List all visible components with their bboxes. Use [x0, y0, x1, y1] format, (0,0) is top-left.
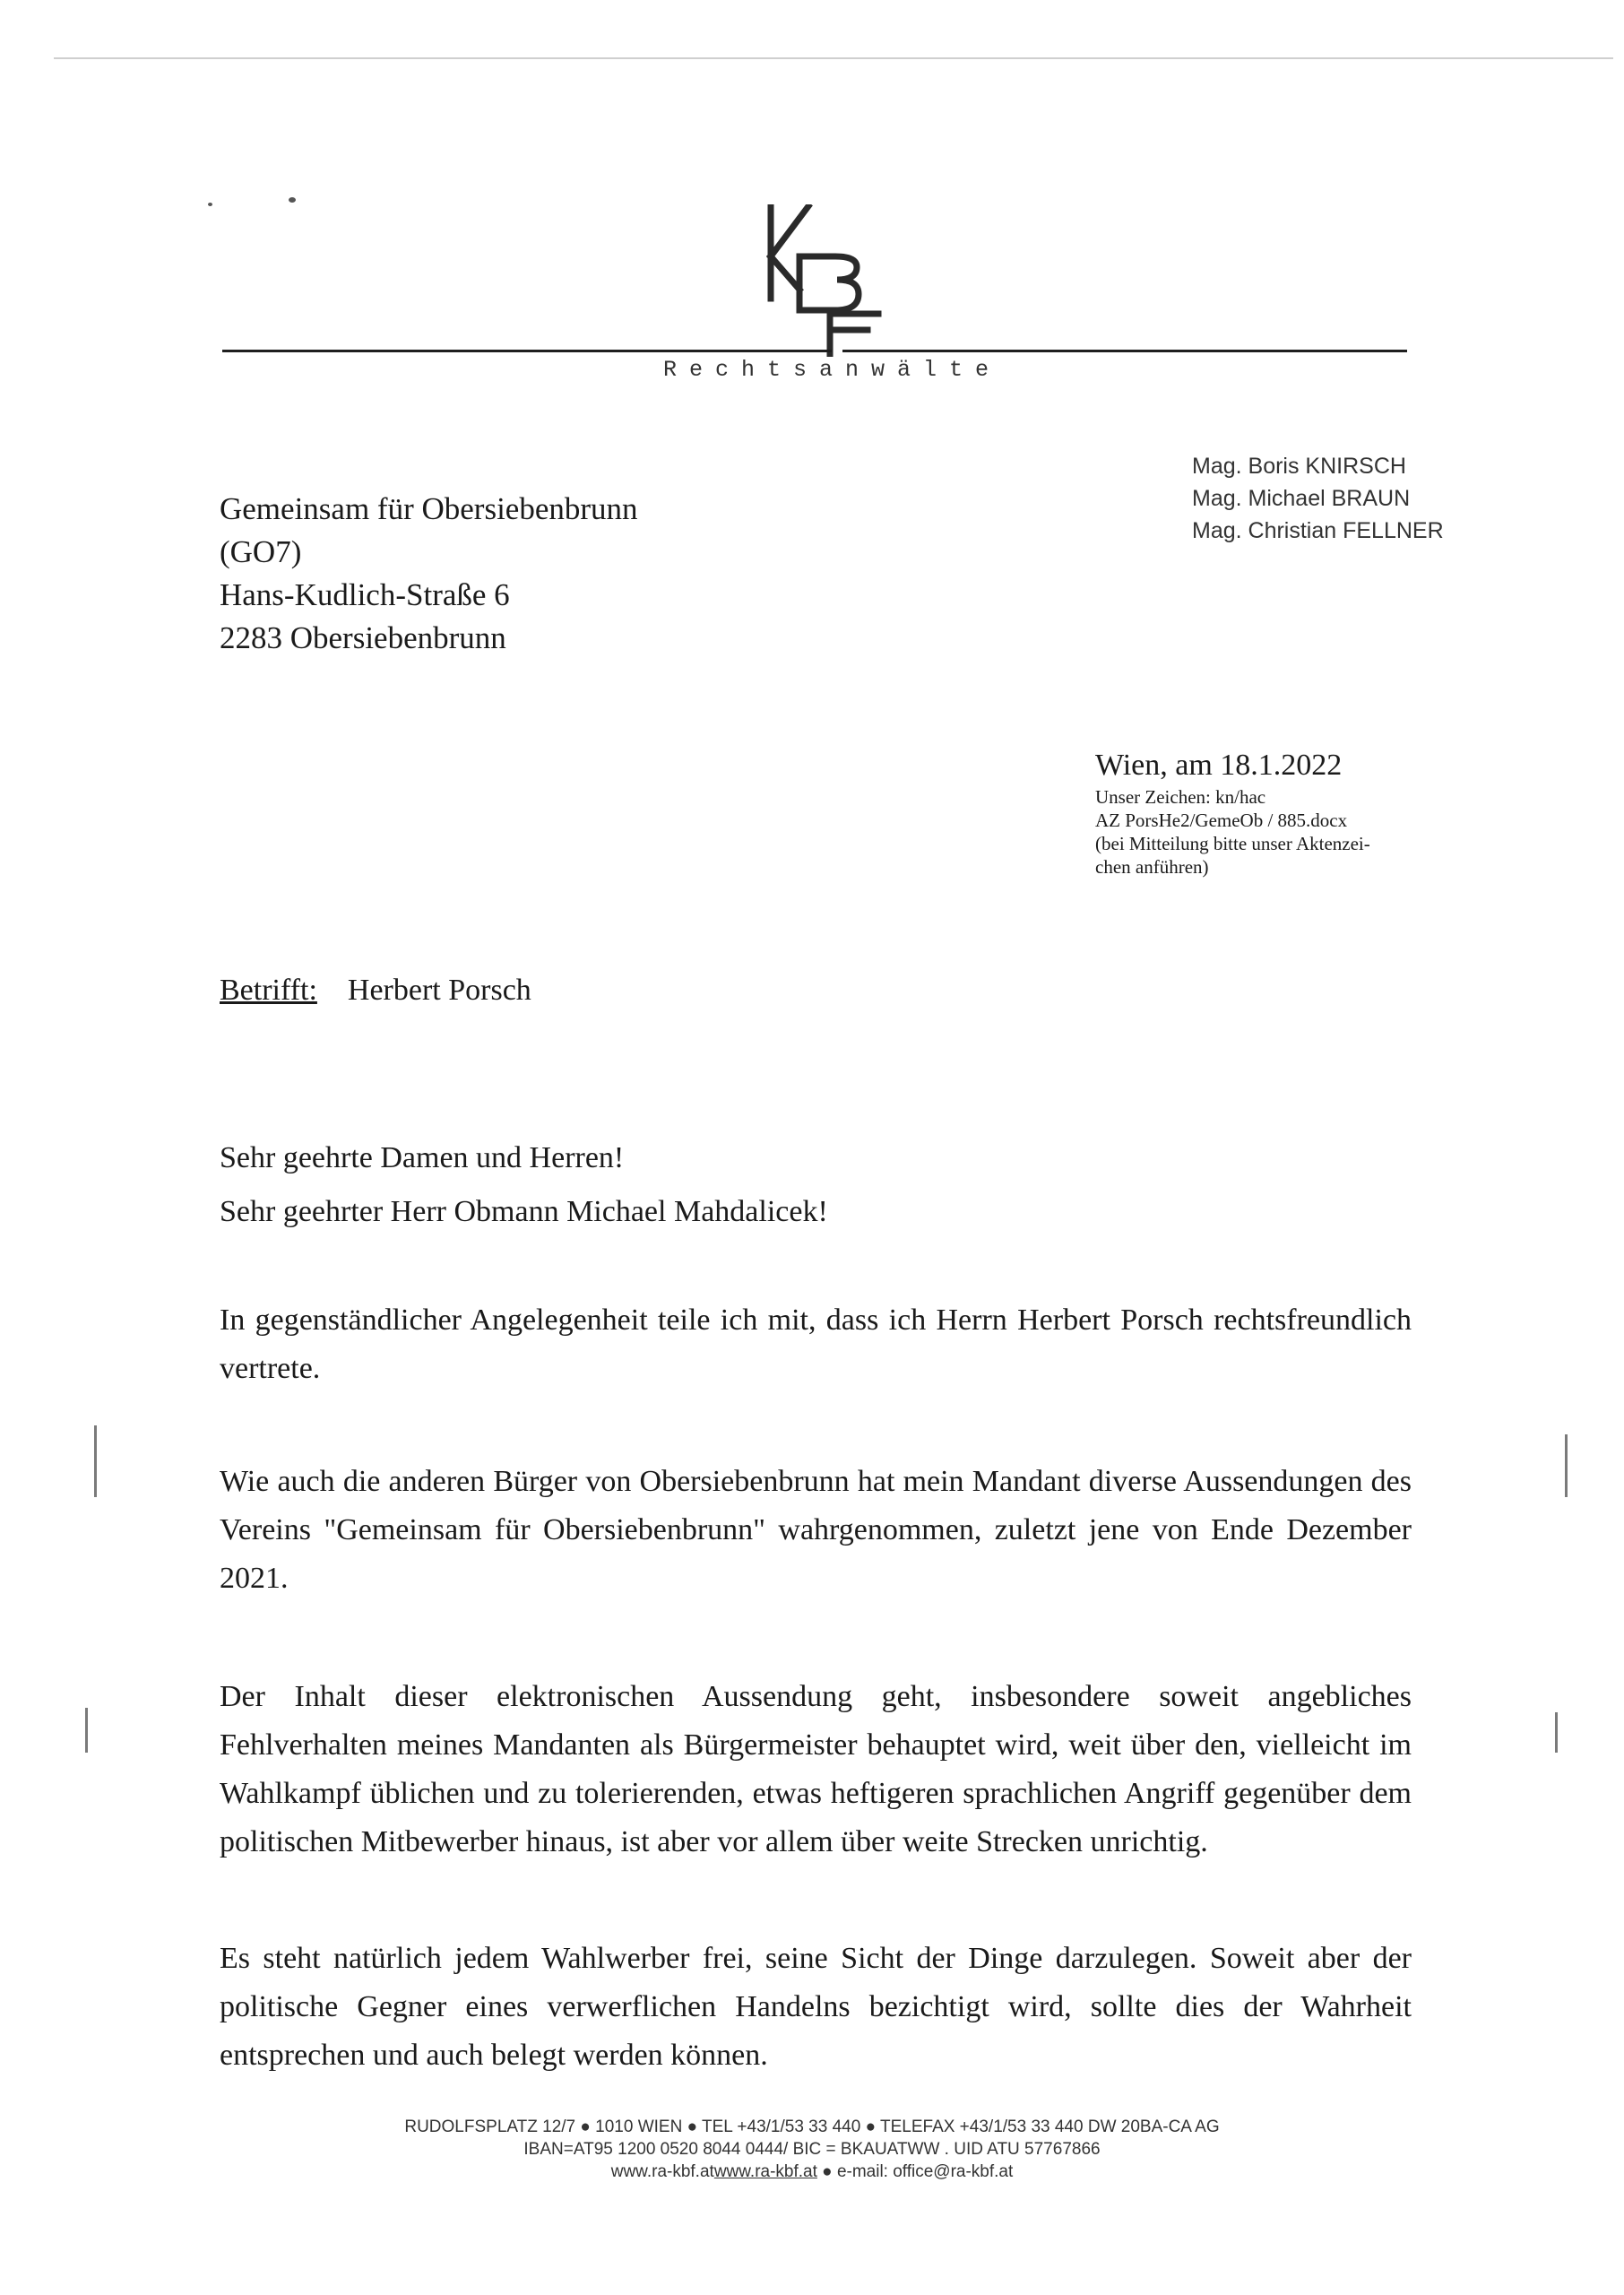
recipient-line: 2283 Obersiebenbrunn	[220, 620, 506, 655]
paragraph-text: Der Inhalt dieser elektronischen Aussendung geht, insbesondere soweit angebliches Fehlverhalten meines Mandanten als Bürgermeister behauptet wird, weit über den, vielleicht im Wahlkampf üblichen und zu tolerierenden, etwas heftigeren sprachlichen Angriff gegenüber dem politischen Mitbewerber hinaus, ist aber vor allem über weite Strecken unrichtig.	[220, 1680, 1412, 1858]
kbf-logo	[753, 204, 914, 357]
letterhead-rule	[842, 350, 1407, 352]
recipient-address	[220, 488, 638, 660]
letterhead-tagline: Rechtsanwälte	[663, 357, 1002, 383]
footer-bank: IBAN=AT95 1200 0520 8044 0444/ BIC = BKAUATWW . UID ATU 57767866	[523, 2140, 1101, 2159]
partner-name: Mag. Boris KNIRSCH	[1192, 454, 1406, 479]
letter-date: Wien, am 18.1.2022	[1095, 749, 1343, 782]
footer-web-link[interactable]: www.ra-kbf.at	[713, 2162, 817, 2181]
body-paragraph	[220, 1673, 1412, 1866]
reference-note: chen anführen)	[1095, 856, 1209, 878]
reference-sign: Unser Zeichen: kn/hac	[1095, 786, 1266, 808]
paragraph-text: Wie auch die anderen Bürger von Obersiebenbrunn hat mein Mandant diverse Aussendungen des Vereins "Gemeinsam für Obersiebenbrunn" wahrgenommen, zuletzt jene von Ende Dezember 2021.	[220, 1465, 1412, 1595]
partner-name: Mag. Michael BRAUN	[1192, 486, 1411, 511]
body-paragraph	[220, 1935, 1412, 2080]
footer-email: ● e-mail: office@ra-kbf.at	[816, 2162, 1014, 2181]
file-reference: AZ PorsHe2/GemeOb / 885.docx	[1095, 810, 1348, 831]
recipient-line: (GO7)	[220, 534, 302, 569]
date-reference-block	[1095, 746, 1370, 879]
subject-text: Herbert Porsch	[347, 974, 531, 1007]
scan-speck	[208, 203, 212, 206]
letterhead-rule	[222, 350, 832, 352]
footer-address: RUDOLFSPLATZ 12/7 ● 1010 WIEN ● TEL +43/1/53 33 440 ● TELEFAX +43/1/53 33 440 DW 20BA-CA AG	[404, 2117, 1220, 2136]
footer-contact	[0, 2161, 1624, 2183]
salutation	[220, 1131, 1412, 1239]
reference-note: (bei Mitteilung bitte unser Aktenzei-	[1095, 833, 1370, 854]
paragraph-text: In gegenständlicher Angelegenheit teile ich mit, dass ich Herrn Herbert Porsch rechtsfreundlich vertrete.	[220, 1303, 1412, 1385]
scan-side-mark	[1555, 1712, 1558, 1753]
partner-name: Mag. Christian FELLNER	[1192, 518, 1444, 543]
scan-artifact-line	[54, 57, 1613, 59]
scan-side-mark	[94, 1425, 97, 1497]
recipient-line: Hans-Kudlich-Straße 6	[220, 577, 510, 612]
salutation-line: Sehr geehrter Herr Obmann Michael Mahdalicek!	[220, 1195, 828, 1228]
footer-web: www.ra-kbf.at	[610, 2162, 714, 2181]
salutation-line: Sehr geehrte Damen und Herren!	[220, 1141, 625, 1174]
paragraph-text: Es steht natürlich jedem Wahlwerber frei, seine Sicht der Dinge darzulegen. Soweit aber der politische Gegner eines verwerflichen Handelns bezichtigt wird, sollte dies der Wahrheit entsprechen und auch belegt werden können.	[220, 1942, 1412, 2072]
partner-list	[1192, 450, 1444, 547]
scan-speck	[289, 197, 296, 203]
letter-footer	[0, 2116, 1624, 2183]
scan-side-mark	[85, 1708, 88, 1753]
scan-side-mark	[1565, 1434, 1568, 1497]
subject-label: Betrifft:	[220, 974, 317, 1007]
body-paragraph	[220, 1458, 1412, 1603]
body-paragraph	[220, 1296, 1412, 1393]
recipient-line: Gemeinsam für Obersiebenbrunn	[220, 491, 638, 526]
subject-line	[220, 971, 531, 1010]
